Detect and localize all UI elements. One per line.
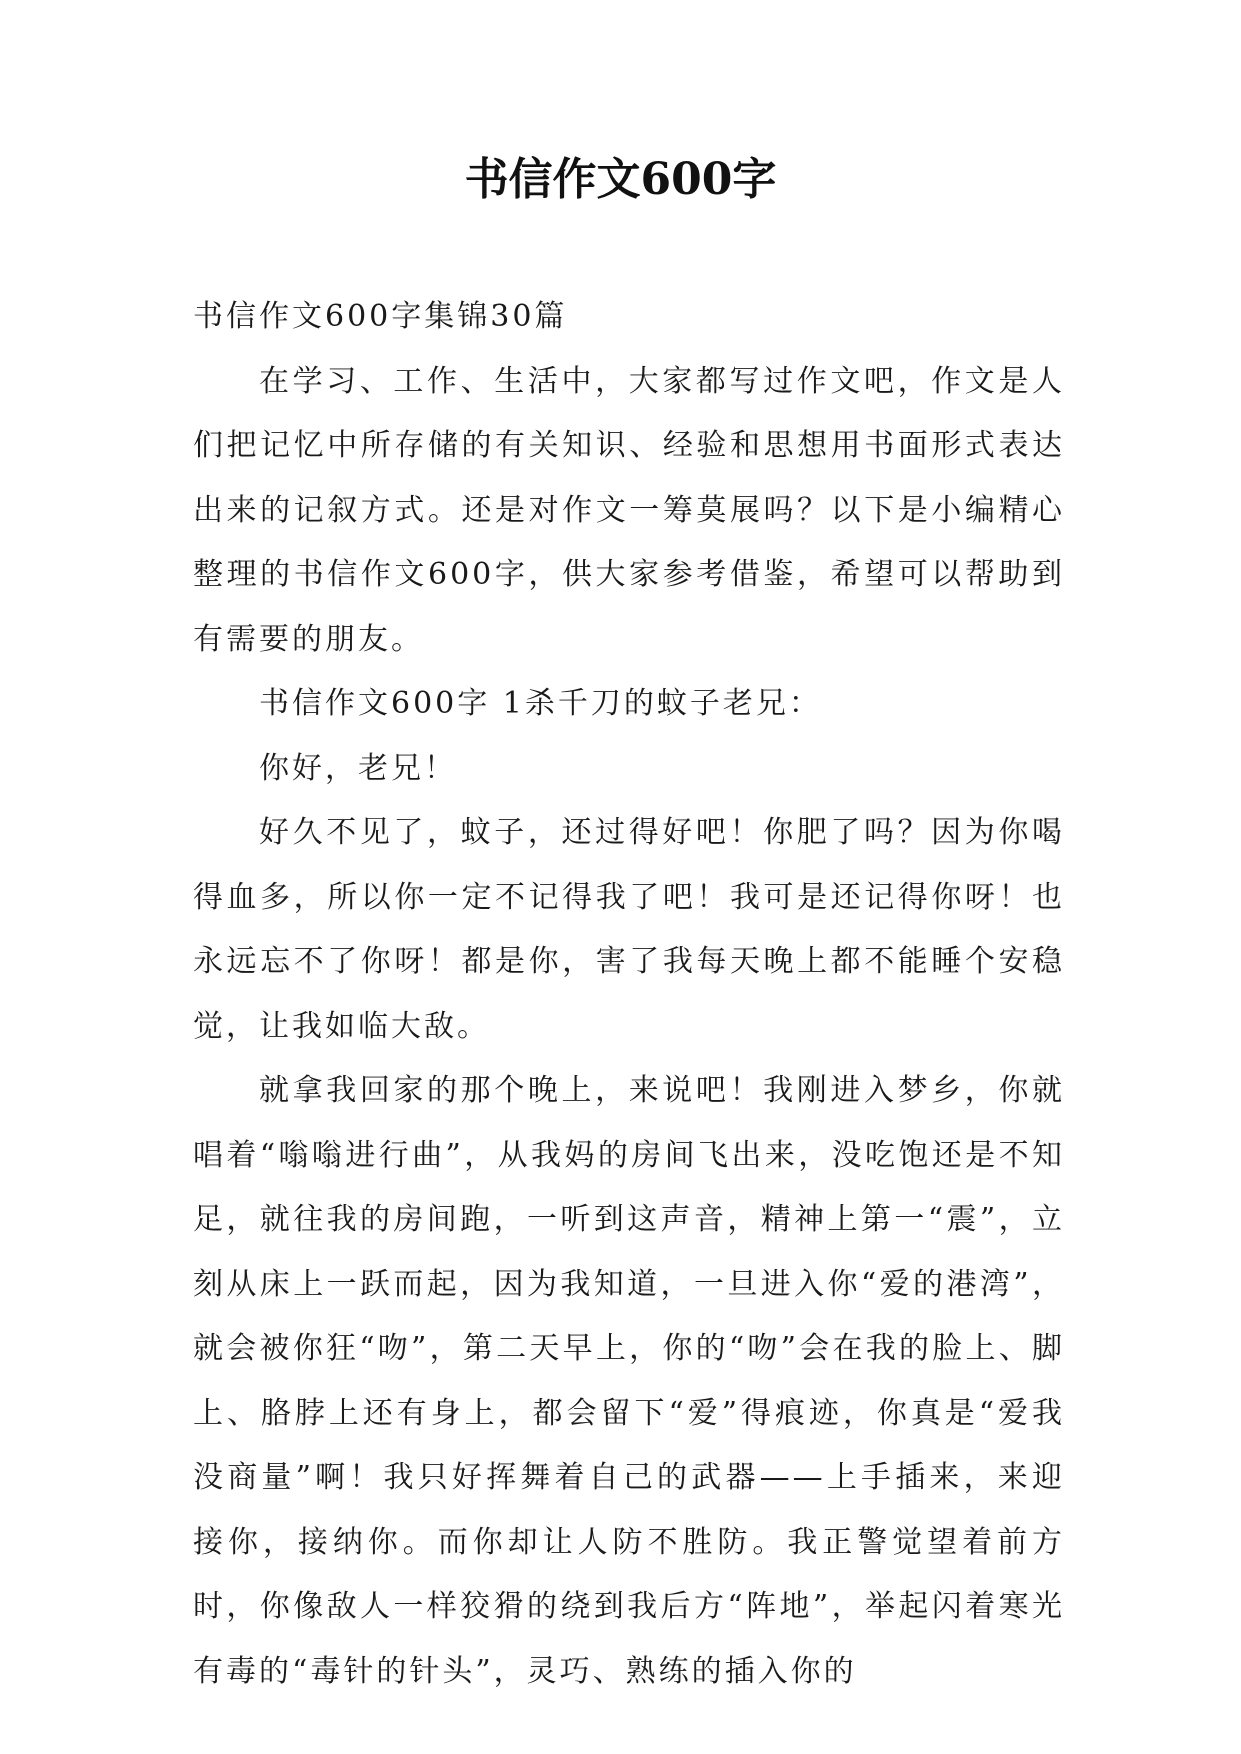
paragraph-body-1: 好久不见了，蚊子，还过得好吧！你肥了吗？因为你喝得血多，所以你一定不记得我了吧！我可是还记得你呀！也永远忘不了你呀！都是你，害了我每天晚上都不能睡个安稳觉，让我如临大敌。 [193, 815, 1065, 1044]
document-subtitle: 书信作文600字集锦30篇 [193, 299, 568, 334]
paragraph-letter-heading: 书信作文600字 1杀千刀的蚊子老兄： [259, 686, 822, 721]
document-body [193, 285, 1065, 1704]
paragraph-greeting: 你好，老兄！ [259, 750, 457, 786]
paragraph-body-2: 就拿我回家的那个晚上，来说吧！我刚进入梦乡，你就唱着“嗡嗡进行曲”，从我妈的房间飞出来，没吃饱还是不知足，就往我的房间跑，一听到这声音，精神上第一“震”，立刻从床上一跃而起，因为我知道，一旦进入你“爱的港湾”，就会被你狂“吻”，第二天早上，你的“吻”会在我的脸上、脚上、胳脖上还有身上，都会留下“爱”得痕迹，你真是“爱我没商量”啊！我只好挥舞着自己的武器——上手插来，来迎接你，接纳你。而你却让人防不胜防。我正警觉望着前方时，你像敌人一样狡猾的绕到我后方“阵地”，举起闪着寒光有毒的“毒针的针头”，灵巧、熟练的插入你的 [193, 1073, 1065, 1689]
paragraph-intro: 在学习、工作、生活中，大家都写过作文吧，作文是人们把记忆中所存储的有关知识、经验和思想用书面形式表达出来的记叙方式。还是对作文一筹莫展吗？以下是小编精心整理的书信作文600字，供大家参考借鉴，希望可以帮助到有需要的朋友。 [193, 363, 1065, 657]
document-title: 书信作文600字 [464, 154, 777, 205]
